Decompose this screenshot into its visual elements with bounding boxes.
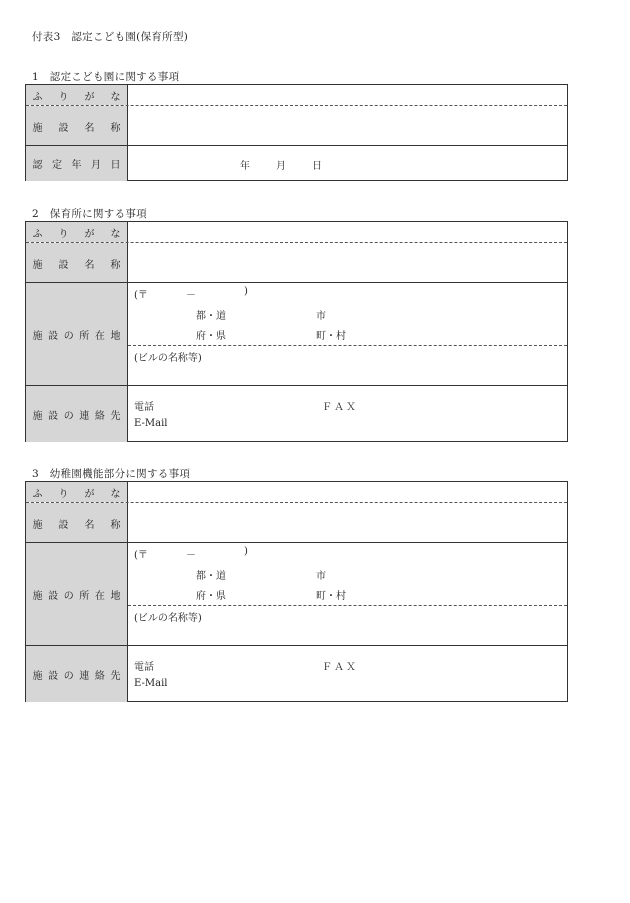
section3-address-row	[26, 542, 567, 646]
section3-contact-row	[26, 645, 567, 702]
month-label: 月	[276, 161, 286, 172]
section1-date-input[interactable]	[128, 146, 567, 181]
section3-furigana-input[interactable]	[128, 482, 567, 502]
section2-table	[25, 221, 568, 442]
section1-name-input[interactable]	[128, 106, 567, 146]
fax-label: ＦＡＸ	[322, 662, 358, 673]
postal-open: (〒	[134, 550, 148, 561]
email-label: E-Mail	[134, 418, 168, 429]
section2-contact-label: 施 設 の 連 絡 先	[26, 386, 128, 442]
postal-close: )	[244, 546, 248, 557]
postal-open: (〒	[134, 290, 148, 301]
section3-address-input[interactable]	[128, 543, 567, 646]
fax-label: ＦＡＸ	[322, 402, 358, 413]
section3-table	[25, 481, 568, 702]
address-divider	[128, 605, 567, 606]
section2-furigana-row	[26, 222, 567, 242]
section3-furigana-row	[26, 482, 567, 502]
city-shi: 市	[316, 311, 326, 322]
section3-name-input[interactable]	[128, 503, 567, 543]
town-village: 町・村	[316, 591, 346, 602]
building-name-label: (ビルの名称等)	[134, 613, 202, 624]
prefecture-fu-ken: 府・県	[196, 331, 226, 342]
section3-name-row	[26, 502, 567, 543]
section2-contact-input[interactable]	[128, 386, 567, 442]
section2-name-row	[26, 242, 567, 283]
section1-table	[25, 84, 568, 181]
postal-dash: －	[186, 290, 196, 301]
prefecture-to-do: 都・道	[196, 311, 226, 322]
postal-close: )	[244, 286, 248, 297]
section3-title: 3 幼稚園機能部分に関する事項	[32, 468, 191, 480]
section2-address-row	[26, 282, 567, 386]
section1-date-label: 認 定 年 月 日	[26, 146, 128, 181]
section3-furigana-label: ふ り が な	[26, 482, 128, 502]
section2-name-label: 施 設 名 称	[26, 243, 128, 283]
prefecture-fu-ken: 府・県	[196, 591, 226, 602]
section3-name-label: 施 設 名 称	[26, 503, 128, 543]
section2-furigana-input[interactable]	[128, 222, 567, 242]
building-name-label: (ビルの名称等)	[134, 353, 202, 364]
section3-contact-input[interactable]	[128, 646, 567, 702]
year-label: 年	[240, 161, 250, 172]
section1-furigana-input[interactable]	[128, 85, 567, 105]
section1-furigana-label: ふ り が な	[26, 85, 128, 105]
telephone-label: 電話	[134, 662, 154, 673]
section2-title: 2 保育所に関する事項	[32, 208, 147, 220]
section1-name-row	[26, 105, 567, 146]
section2-address-label: 施 設 の 所 在 地	[26, 283, 128, 386]
town-village: 町・村	[316, 331, 346, 342]
address-divider	[128, 345, 567, 346]
day-label: 日	[312, 161, 322, 172]
city-shi: 市	[316, 571, 326, 582]
section2-contact-row	[26, 385, 567, 442]
document-title: 付表3 認定こども園(保育所型)	[32, 31, 189, 43]
prefecture-to-do: 都・道	[196, 571, 226, 582]
section1-name-label: 施 設 名 称	[26, 106, 128, 146]
section2-name-input[interactable]	[128, 243, 567, 283]
email-label: E-Mail	[134, 678, 168, 689]
section1-furigana-row	[26, 85, 567, 105]
section2-address-input[interactable]	[128, 283, 567, 386]
telephone-label: 電話	[134, 402, 154, 413]
section1-title: 1 認定こども園に関する事項	[32, 71, 180, 83]
postal-dash: －	[186, 550, 196, 561]
section2-furigana-label: ふ り が な	[26, 222, 128, 242]
section3-contact-label: 施 設 の 連 絡 先	[26, 646, 128, 702]
section1-date-row	[26, 145, 567, 181]
section3-address-label: 施 設 の 所 在 地	[26, 543, 128, 646]
